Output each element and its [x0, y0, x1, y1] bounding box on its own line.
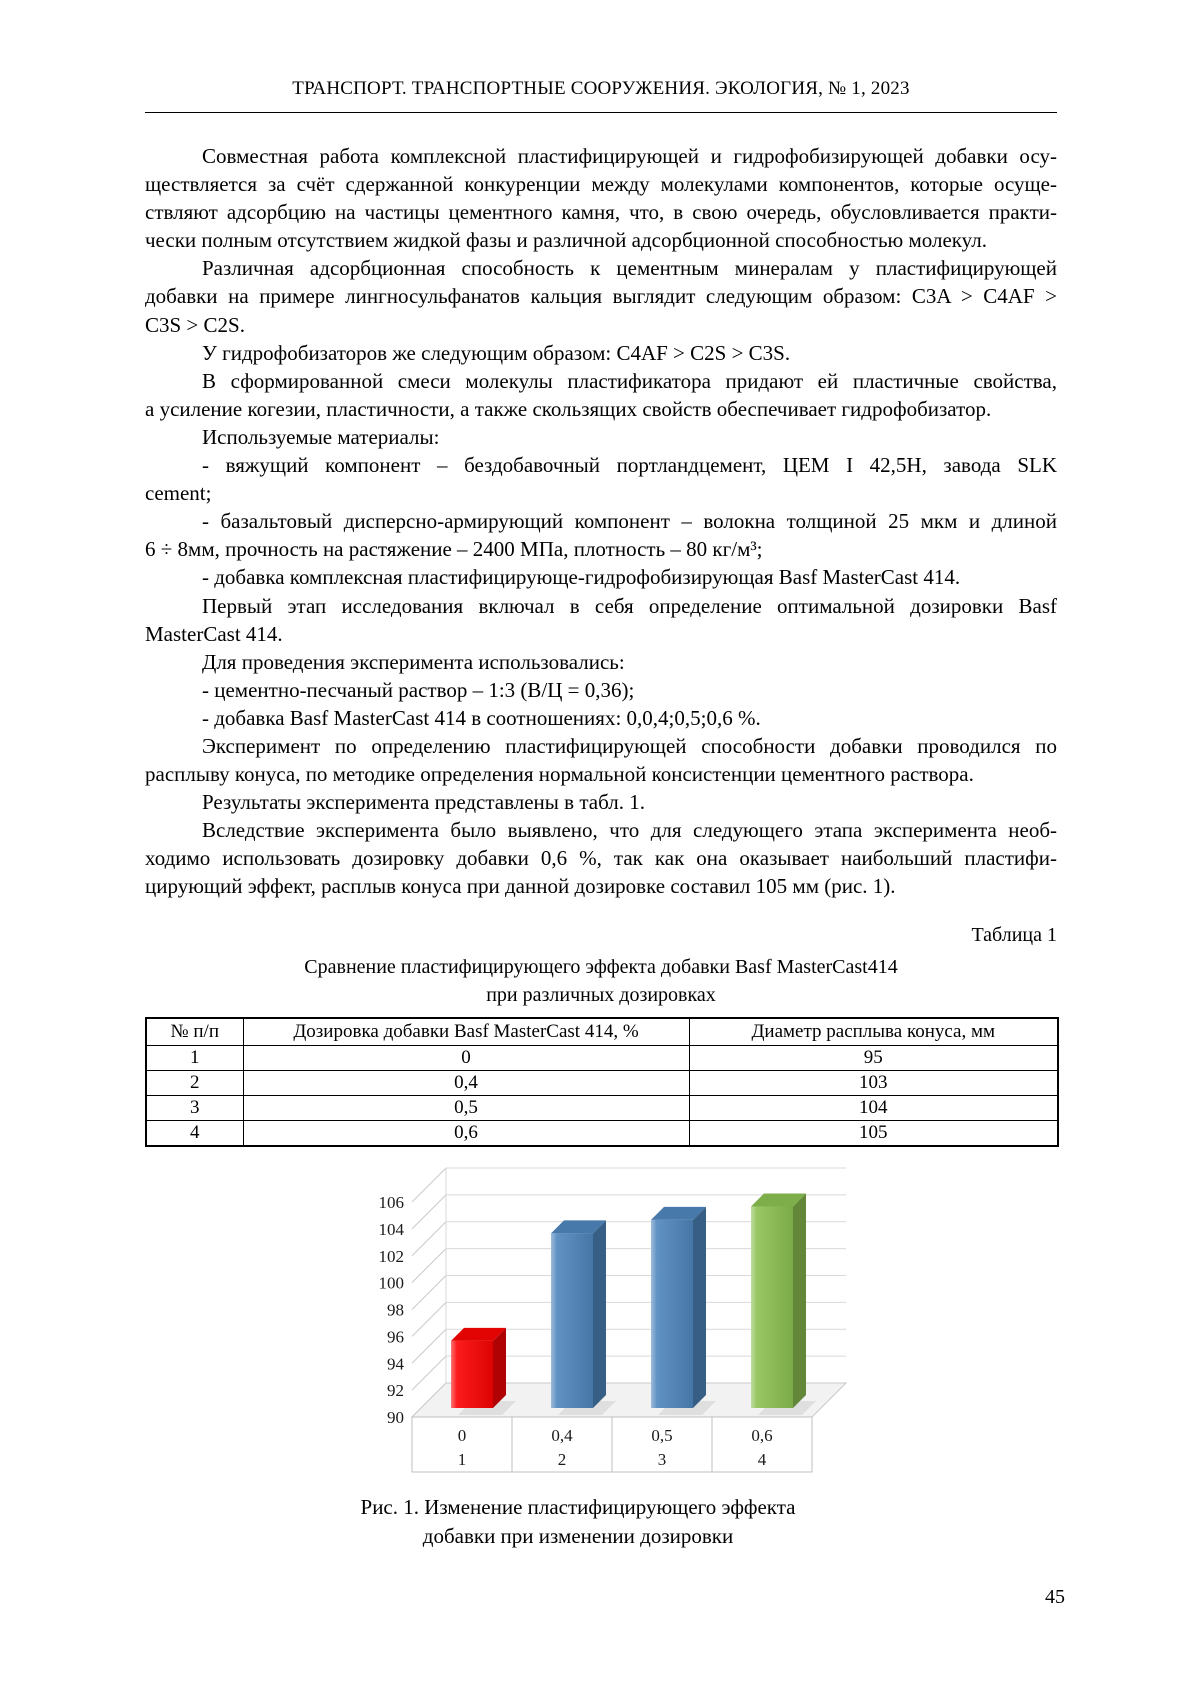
text-line: - добавка Basf MasterCast 414 в соотношениях: 0,0,4;0,5;0,6 %. — [202, 705, 761, 730]
text-line: чески полным отсутствием жидкой фазы и различной адсорбционной способностью молекул. — [145, 228, 987, 253]
table-cell: 0,4 — [243, 1071, 689, 1096]
table-cell: 95 — [689, 1046, 1058, 1071]
text-line: MasterCast 414. — [145, 621, 283, 646]
body-text — [145, 142, 1057, 901]
text-line: - базальтовый дисперсно-армирующий компонент – волокна толщиной 25 мкм и длиной — [202, 509, 1057, 534]
svg-text:102: 102 — [378, 1246, 404, 1266]
svg-text:0,6: 0,6 — [751, 1426, 773, 1445]
text-line: cement; — [145, 481, 212, 506]
svg-text:4: 4 — [757, 1450, 767, 1469]
text-line: Вследствие эксперимента было выявлено, что для следующего этапа эксперимента необ- — [202, 818, 1057, 843]
table-title — [145, 953, 1057, 1009]
header-rule-divider — [145, 112, 1057, 113]
table-header-cell: № п/п — [146, 1018, 243, 1046]
table-header-row — [146, 1018, 1058, 1046]
svg-text:92: 92 — [387, 1381, 404, 1401]
table-cell: 0,5 — [243, 1096, 689, 1121]
table-title-line2: при различных дозировках — [486, 984, 716, 1006]
table-label: Таблица 1 — [971, 924, 1057, 946]
svg-text:106: 106 — [378, 1193, 404, 1212]
figure-caption — [150, 1493, 1006, 1551]
text-line: цирующий эффект, расплыв конуса при данной дозировке составил 105 мм (рис. 1). — [145, 874, 896, 899]
svg-text:0,5: 0,5 — [651, 1426, 673, 1445]
svg-text:2: 2 — [557, 1450, 567, 1469]
text-line: ходимо использовать дозировку добавки 0,6 %, так как она оказывает наибольший пластифи- — [145, 846, 1057, 871]
text-line: добавки на примере лингносульфанатов кальция выглядит следующим образом: C3A > C4AF > — [145, 284, 1057, 309]
journal-header: ТРАНСПОРТ. ТРАНСПОРТНЫЕ СООРУЖЕНИЯ. ЭКОЛОГИЯ, № 1, 2023 — [292, 78, 910, 99]
table-title-line1: Сравнение пластифицирующего эффекта добавки Basf MasterCast414 — [304, 956, 898, 978]
svg-text:96: 96 — [387, 1327, 404, 1347]
svg-text:90: 90 — [387, 1408, 404, 1427]
table-cell: 103 — [689, 1071, 1058, 1096]
table-cell: 2 — [146, 1071, 243, 1096]
figure-caption-line2: добавки при изменении дозировки — [422, 1524, 734, 1548]
text-line: - вяжущий компонент – бездобавочный портландцемент, ЦЕМ I 42,5Н, завода SLK — [202, 453, 1057, 478]
table-cell: 104 — [689, 1096, 1058, 1121]
text-line: У гидрофобизаторов же следующим образом: C4AF > C2S > C3S. — [202, 340, 791, 365]
text-line: Совместная работа комплексной пластифицирующей и гидрофобизирующей добавки осу- — [202, 144, 1057, 168]
svg-text:94: 94 — [387, 1354, 404, 1374]
page-number: 45 — [1045, 1586, 1065, 1608]
table-cell: 105 — [689, 1121, 1058, 1147]
text-line: Различная адсорбционная способность к цементным минералам у пластифицирующей — [202, 256, 1057, 281]
figure-caption-line1: Рис. 1. Изменение пластифицирующего эффекта — [360, 1495, 796, 1519]
table-cell: 4 — [146, 1121, 243, 1147]
text-line: 6 ÷ 8мм, прочность на растяжение – 2400 МПа, плотность – 80 кг/м³; — [145, 537, 763, 562]
table-cell: 0 — [243, 1046, 689, 1071]
text-line: Эксперимент по определению пластифицирующей способности добавки проводился по — [202, 733, 1057, 758]
text-line: ществляется за счёт сдержанной конкуренции между молекулами компонентов, которые осуще- — [145, 172, 1057, 197]
text-line: - добавка комплексная пластифицирующе-гидрофобизирующая Basf MasterCast 414. — [202, 565, 961, 590]
svg-text:0,4: 0,4 — [551, 1426, 573, 1445]
table-cell: 1 — [146, 1046, 243, 1071]
svg-text:0: 0 — [457, 1426, 467, 1445]
table-header-cell: Дозировка добавки Basf MasterCast 414, % — [243, 1018, 689, 1046]
table-cell: 3 — [146, 1096, 243, 1121]
figure-chart — [330, 1085, 850, 1485]
svg-text:3: 3 — [657, 1450, 667, 1469]
text-line: Используемые материалы: — [202, 424, 440, 449]
svg-text:100: 100 — [378, 1273, 404, 1293]
svg-text:1: 1 — [457, 1450, 467, 1469]
text-line: расплыву конуса, по методике определения нормальной консистенции цементного раствора. — [145, 762, 974, 787]
text-line: - цементно-песчаный раствор – 1:3 (В/Ц = 0,36); — [202, 677, 635, 702]
text-line: Первый этап исследования включал в себя определение оптимальной дозировки Basf — [202, 593, 1057, 618]
table-row — [146, 1046, 1058, 1071]
svg-text:104: 104 — [378, 1219, 404, 1239]
table-header-cell: Диаметр расплыва конуса, мм — [689, 1018, 1058, 1046]
text-line: Результаты эксперимента представлены в табл. 1. — [202, 790, 645, 815]
text-line: В сформированной смеси молекулы пластификатора придают ей пластичные свойства, — [202, 368, 1057, 393]
text-line: а усиление когезии, пластичности, а также скользящих свойств обеспечивает гидрофобизатор. — [145, 396, 992, 421]
bar-chart-3d — [330, 1085, 850, 1485]
table-cell: 0,6 — [243, 1121, 689, 1147]
text-line: C3S > C2S. — [145, 312, 245, 337]
text-line: ствляют адсорбцию на частицы цементного камня, что, в свою очередь, обусловливается практи- — [145, 200, 1057, 225]
svg-text:98: 98 — [387, 1300, 404, 1320]
text-line: Для проведения эксперимента использовались: — [202, 649, 625, 674]
